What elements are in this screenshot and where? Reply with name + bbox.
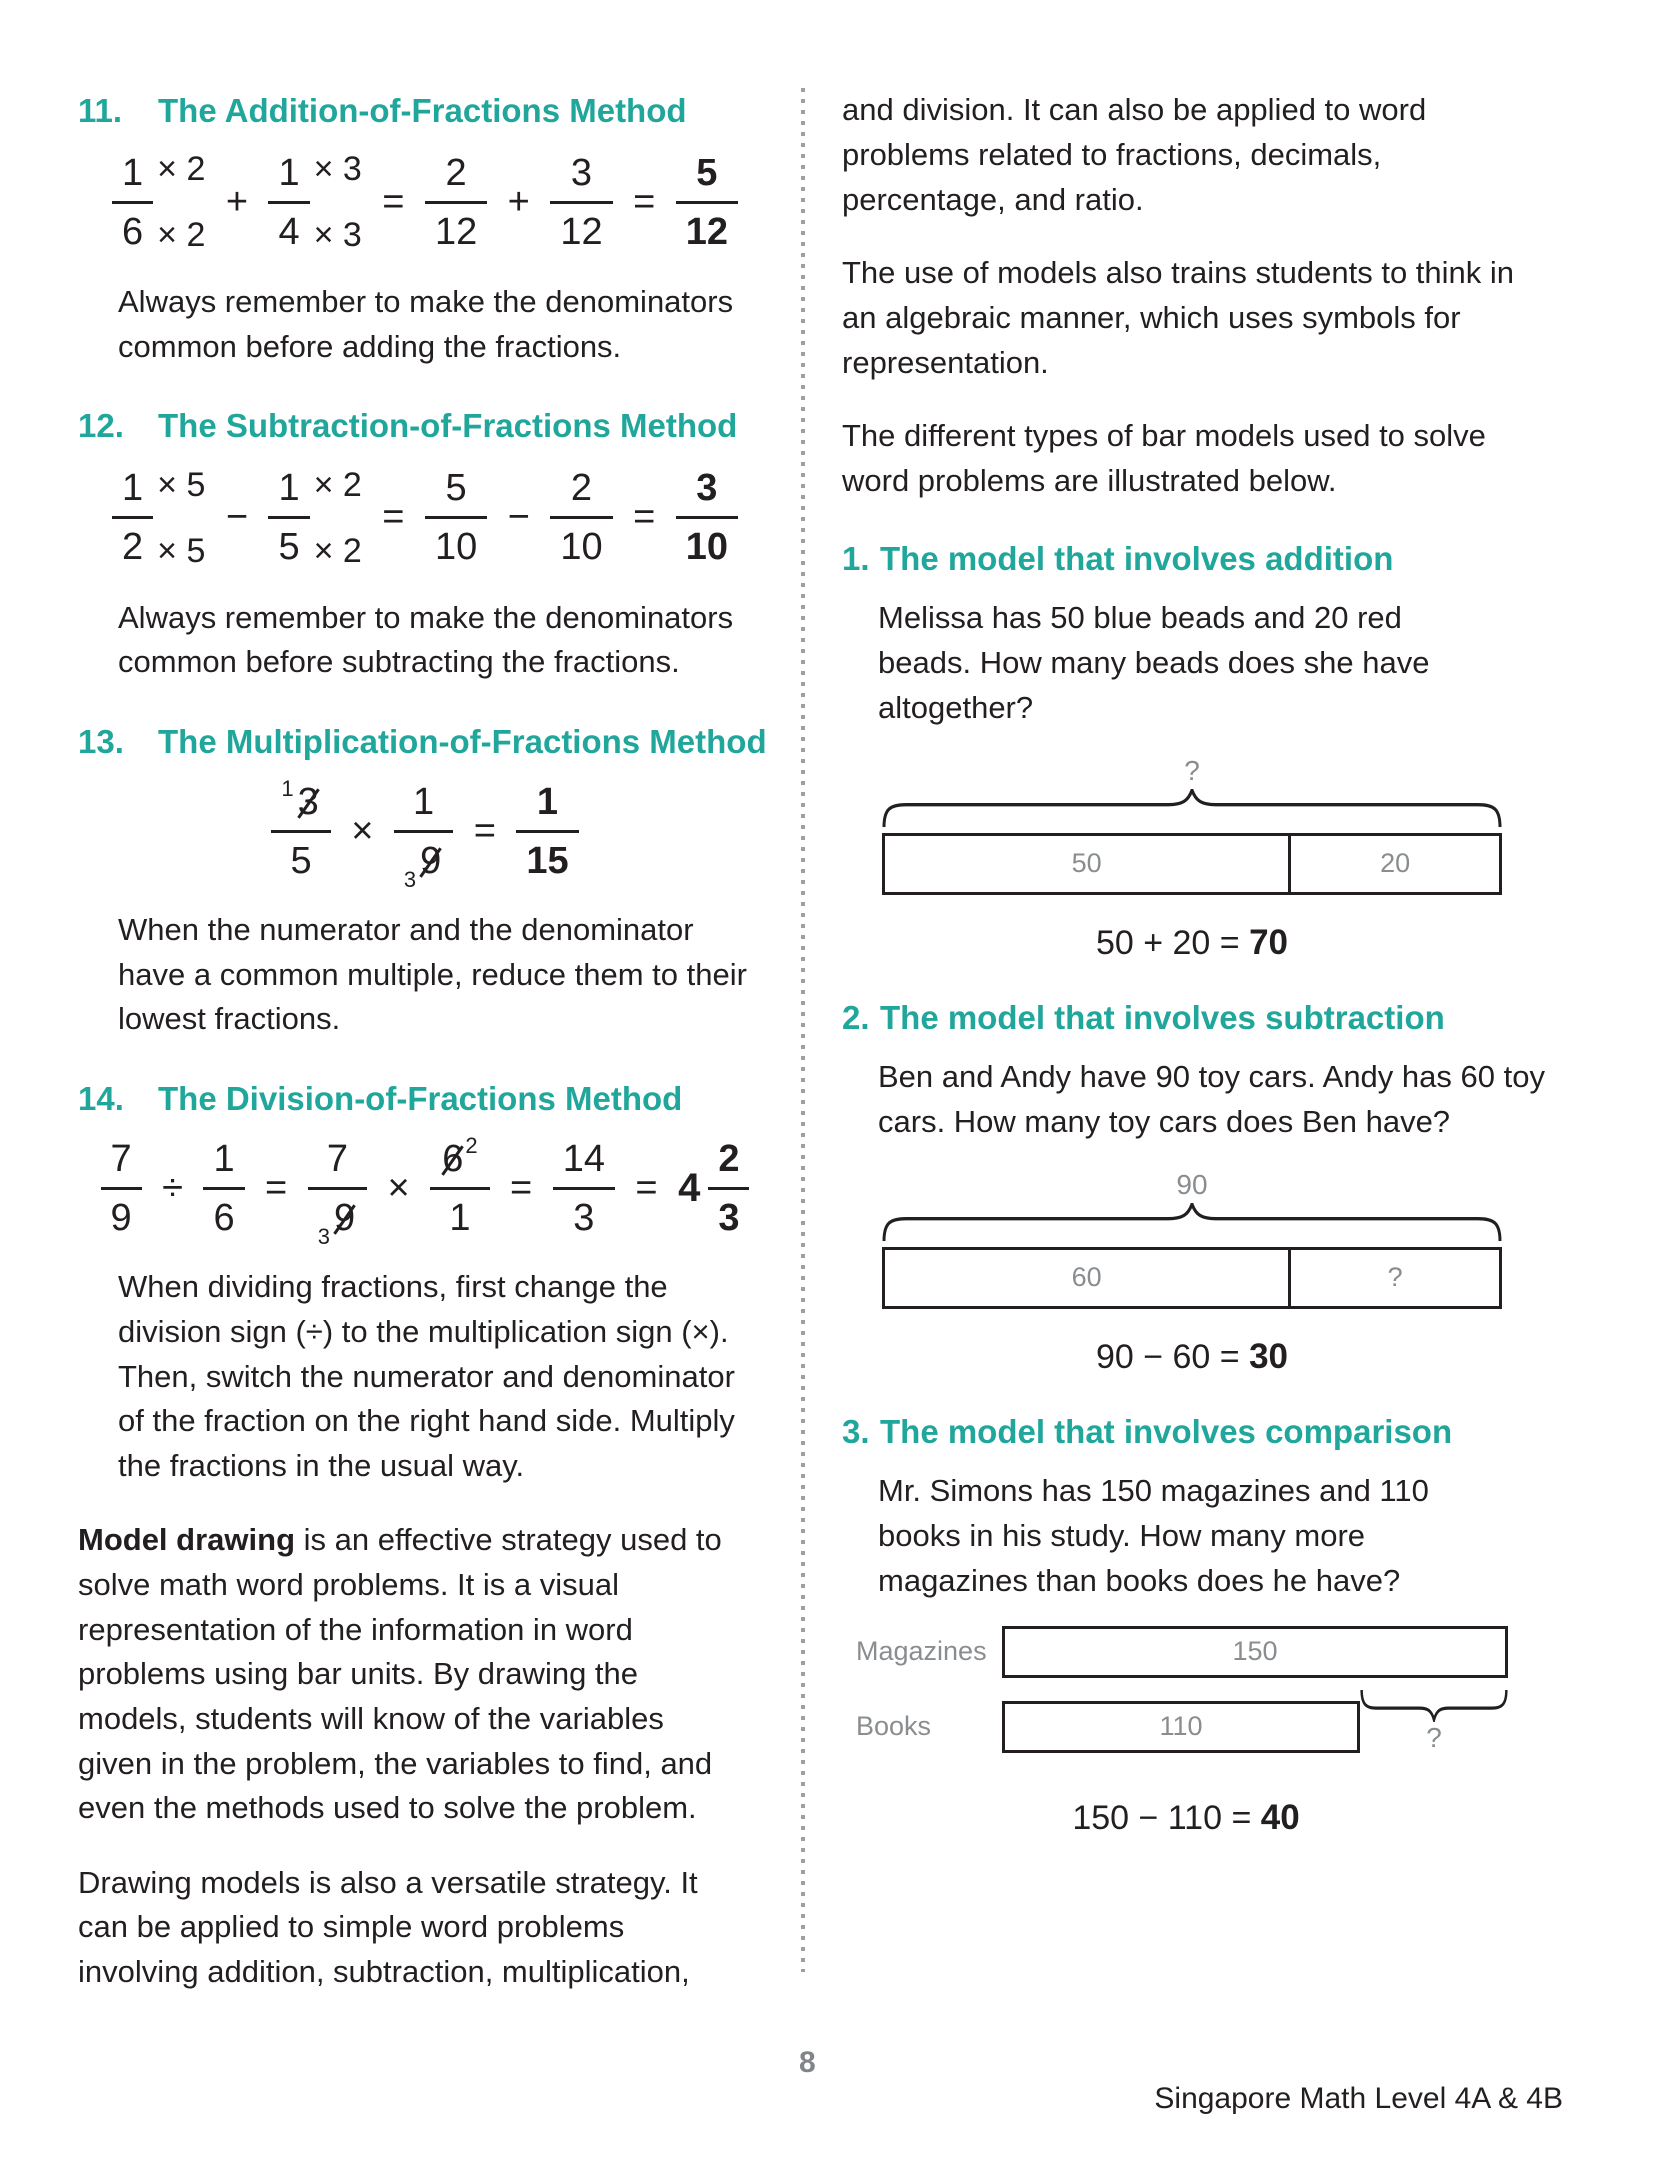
model-3-heading bbox=[842, 1411, 1566, 1453]
model-2-heading bbox=[842, 997, 1566, 1039]
result-fraction bbox=[676, 467, 738, 568]
bar-segment bbox=[1288, 1250, 1499, 1306]
denominator: 1 bbox=[449, 1197, 471, 1240]
fraction bbox=[425, 152, 487, 253]
cancelled-digit: 6 bbox=[442, 1138, 464, 1181]
reduced-value: 3 bbox=[403, 867, 417, 893]
intro-paragraph-1: and division. It can also be applied to word problems related to fractions, decimals, percentage, and ratio. bbox=[842, 92, 1427, 217]
numerator: 1 bbox=[394, 781, 453, 833]
equals-operator: = bbox=[473, 810, 496, 853]
section-11-heading bbox=[78, 90, 772, 132]
equals-operator: = bbox=[265, 1167, 288, 1210]
divide-operator: ÷ bbox=[162, 1167, 183, 1210]
bar-model bbox=[882, 833, 1502, 895]
section-11-paragraph: Always remember to make the denominators common before adding the fractions. bbox=[118, 284, 734, 364]
numerator: 5 bbox=[425, 467, 487, 519]
numerator: 1 bbox=[268, 467, 309, 519]
multiplier-stack: × 5 × 5 bbox=[157, 465, 206, 570]
addition-of-fractions-formula bbox=[78, 150, 772, 254]
numerator: 1 bbox=[203, 1138, 244, 1190]
column-divider-dotted-line bbox=[801, 88, 805, 1972]
numerator: 3 bbox=[550, 152, 612, 204]
numerator: 2 bbox=[708, 1138, 749, 1190]
cancelled-digit: 9 bbox=[333, 1197, 356, 1240]
brace-label: 90 bbox=[1176, 1168, 1208, 1200]
right-column bbox=[842, 88, 1566, 1848]
model-1-problem: Melissa has 50 blue beads and 20 red beads. How many beads does she have altogether? bbox=[878, 599, 1430, 725]
section-number: 13. bbox=[78, 722, 124, 760]
cancelled-digit: 9 bbox=[420, 840, 442, 883]
book-title-footer: Singapore Math Level 4A & 4B bbox=[1154, 2082, 1563, 2115]
numerator: 1 bbox=[112, 152, 153, 204]
model-2-problem: Ben and Andy have 90 toy cars. Andy has 60 toy cars. How many toy cars does Ben have? bbox=[878, 1058, 1545, 1139]
denominator: 4 bbox=[278, 210, 300, 253]
section-14-heading bbox=[78, 1078, 772, 1120]
difference-question-mark: ? bbox=[1426, 1721, 1442, 1753]
multiplier-stack: × 3 × 3 bbox=[313, 150, 362, 255]
segment-value: 60 bbox=[1071, 1262, 1102, 1293]
bar-segment bbox=[885, 1250, 1288, 1306]
intro-paragraph-3: The different types of bar models used to solve word problems are illustrated below. bbox=[842, 417, 1486, 498]
denominator: 15 bbox=[526, 840, 569, 883]
multiplier-stack: × 2 × 2 bbox=[157, 150, 206, 255]
model-title: The model that involves subtraction bbox=[880, 998, 1445, 1036]
denominator bbox=[394, 833, 453, 893]
numerator: 14 bbox=[553, 1138, 615, 1190]
section-title: The Multiplication-of-Fractions Method bbox=[158, 722, 767, 760]
bar-value: 150 bbox=[1232, 1636, 1278, 1667]
row-label: Books bbox=[856, 1711, 932, 1742]
fraction bbox=[553, 1138, 615, 1239]
plus-operator: + bbox=[507, 180, 530, 223]
reduced-value: 2 bbox=[465, 1133, 478, 1159]
model-drawing-rest: is an effective strategy used to solve math word problems. It is a visual representation of the information in word problems using bar units. By drawing the models, students will know of the variables given in the problem, the variables to find, and even the methods used to solve the problem. bbox=[78, 1522, 722, 1826]
numerator: 7 bbox=[308, 1138, 367, 1190]
model-title: The model that involves comparison bbox=[880, 1412, 1453, 1450]
fraction bbox=[394, 781, 453, 893]
numerator bbox=[430, 1133, 489, 1190]
section-number: 12. bbox=[78, 407, 124, 445]
section-title: The Subtraction-of-Fractions Method bbox=[158, 407, 738, 445]
fraction bbox=[430, 1133, 489, 1240]
segment-value: ? bbox=[1387, 1262, 1403, 1293]
model-1-equation bbox=[882, 923, 1502, 963]
model-drawing-lead: Model drawing bbox=[78, 1522, 295, 1558]
times-operator: × bbox=[351, 810, 374, 853]
denominator: 10 bbox=[685, 526, 728, 569]
equation-expression: 150 − 110 = bbox=[1072, 1798, 1252, 1837]
division-of-fractions-formula bbox=[78, 1133, 772, 1250]
denominator: 12 bbox=[560, 210, 603, 253]
fraction bbox=[268, 467, 309, 568]
denominator: 3 bbox=[718, 1197, 740, 1240]
fraction bbox=[268, 152, 309, 253]
overbrace bbox=[882, 1203, 1502, 1241]
multiplier-stack: × 2 × 2 bbox=[313, 465, 362, 570]
numerator: 2 bbox=[425, 152, 487, 204]
intro-paragraph-2: The use of models also trains students to think in an algebraic manner, which uses symbols for representation. bbox=[842, 254, 1515, 380]
equation-expression: 90 − 60 = bbox=[1095, 1337, 1240, 1376]
equals-operator: = bbox=[382, 180, 405, 223]
numerator: 5 bbox=[676, 152, 738, 204]
denominator: 10 bbox=[434, 526, 478, 569]
section-number: 14. bbox=[78, 1080, 124, 1118]
numerator: 1 bbox=[268, 152, 309, 204]
plus-operator: + bbox=[225, 180, 249, 223]
row-label: Magazines bbox=[856, 1636, 987, 1667]
denominator: 12 bbox=[434, 210, 478, 253]
model-number: 2. bbox=[842, 998, 870, 1036]
equation-answer: 70 bbox=[1249, 922, 1289, 962]
fraction bbox=[112, 152, 153, 253]
denominator: 9 bbox=[110, 1197, 132, 1240]
denominator: 12 bbox=[685, 210, 728, 253]
books-bar bbox=[1002, 1701, 1360, 1753]
drawing-models-paragraph: Drawing models is also a versatile strategy. It can be applied to simple word problems involving addition, subtraction, multiplication, bbox=[78, 1864, 698, 1990]
section-13-paragraph: When the numerator and the denominator have a common multiple, reduce them to their lowest fractions. bbox=[118, 912, 747, 1037]
model-2-equation bbox=[882, 1337, 1502, 1377]
fraction bbox=[112, 467, 153, 568]
model-1-bar-diagram bbox=[882, 753, 1502, 963]
denominator bbox=[308, 1190, 367, 1250]
magazines-bar bbox=[1002, 1626, 1508, 1678]
model-3-problem: Mr. Simons has 150 magazines and 110 books in his study. How many more magazines than books does he have? bbox=[878, 1472, 1429, 1598]
denominator: 5 bbox=[278, 526, 300, 569]
cancelled-digit: 3 bbox=[297, 781, 319, 824]
section-13-heading bbox=[78, 721, 772, 763]
page-number: 8 bbox=[799, 2046, 816, 2079]
model-3-comparison-diagram bbox=[856, 1626, 1516, 1838]
times-operator: × bbox=[387, 1167, 410, 1210]
equals-operator: = bbox=[633, 496, 656, 539]
numerator: 1 bbox=[112, 467, 153, 519]
model-number: 3. bbox=[842, 1412, 870, 1450]
fraction bbox=[550, 152, 612, 253]
segment-value: 20 bbox=[1380, 848, 1411, 879]
bar-value: 110 bbox=[1159, 1711, 1203, 1742]
equation-expression: 50 + 20 = bbox=[1095, 923, 1240, 962]
magazines-row bbox=[856, 1626, 1516, 1678]
denominator: 6 bbox=[122, 210, 144, 253]
fraction bbox=[308, 1138, 367, 1250]
numerator bbox=[271, 776, 330, 833]
numerator: 7 bbox=[101, 1138, 142, 1190]
model-number: 1. bbox=[842, 539, 870, 577]
equation-answer: 40 bbox=[1260, 1797, 1300, 1837]
section-12-heading bbox=[78, 405, 772, 447]
equals-operator: = bbox=[382, 496, 405, 539]
books-row bbox=[856, 1700, 1516, 1754]
minus-operator: − bbox=[225, 496, 249, 539]
underbrace bbox=[1360, 1690, 1508, 1722]
model-3-equation bbox=[856, 1798, 1516, 1838]
fraction bbox=[203, 1138, 244, 1239]
result-fraction bbox=[516, 781, 578, 882]
fraction bbox=[425, 467, 487, 568]
equation-answer: 30 bbox=[1249, 1336, 1289, 1376]
model-2-bar-diagram bbox=[882, 1167, 1502, 1377]
model-drawing-paragraph bbox=[78, 1518, 740, 1830]
whole-number: 4 bbox=[678, 1166, 701, 1211]
bar-segment bbox=[1288, 836, 1499, 892]
numerator: 1 bbox=[516, 781, 578, 833]
multiplication-of-fractions-formula bbox=[78, 776, 772, 893]
equals-operator: = bbox=[510, 1167, 533, 1210]
section-12-paragraph: Always remember to make the denominators common before subtracting the fractions. bbox=[118, 599, 734, 680]
minus-operator: − bbox=[507, 496, 530, 539]
segment-value: 50 bbox=[1071, 848, 1102, 879]
brace-label: ? bbox=[1184, 754, 1200, 786]
result-fraction bbox=[708, 1138, 749, 1239]
fraction bbox=[101, 1138, 142, 1239]
left-column bbox=[78, 90, 772, 2025]
model-title: The model that involves addition bbox=[880, 539, 1394, 577]
denominator: 6 bbox=[213, 1197, 235, 1240]
denominator: 2 bbox=[122, 526, 144, 569]
equals-operator: = bbox=[633, 180, 656, 223]
model-1-heading bbox=[842, 538, 1566, 580]
result-fraction bbox=[676, 152, 738, 253]
bar-segment bbox=[885, 836, 1288, 892]
numerator: 3 bbox=[676, 467, 738, 519]
denominator: 3 bbox=[573, 1197, 595, 1240]
fraction bbox=[271, 776, 330, 883]
subtraction-of-fractions-formula bbox=[78, 466, 772, 570]
section-title: The Addition-of-Fractions Method bbox=[158, 92, 687, 129]
section-number: 11. bbox=[78, 92, 123, 129]
reduced-value: 3 bbox=[317, 1224, 330, 1250]
section-14-paragraph: When dividing fractions, first change the division sign (÷) to the multiplication sign (×). Then, switch the numerator and denominator of the fraction on the right hand side. Multiply the fractions in the usual way. bbox=[118, 1269, 735, 1483]
difference-brace bbox=[1360, 1690, 1508, 1754]
overbrace bbox=[882, 789, 1502, 827]
equals-operator: = bbox=[635, 1167, 658, 1210]
numerator: 2 bbox=[550, 467, 612, 519]
bar-model bbox=[882, 1247, 1502, 1309]
section-title: The Division-of-Fractions Method bbox=[158, 1080, 683, 1118]
denominator: 5 bbox=[290, 840, 312, 883]
reduced-value: 1 bbox=[281, 776, 294, 802]
fraction bbox=[550, 467, 612, 568]
denominator: 10 bbox=[560, 526, 603, 569]
